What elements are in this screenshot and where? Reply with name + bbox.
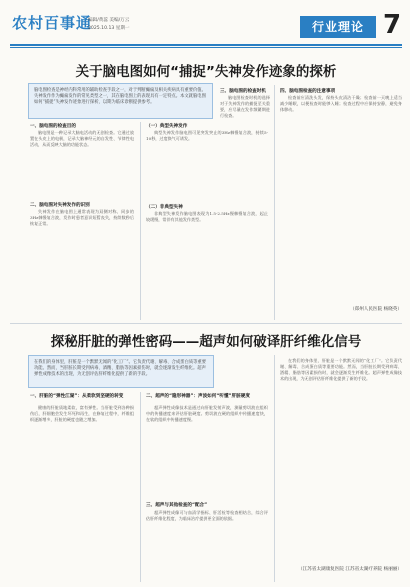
article1-heading-3: （一）典型失神发作 xyxy=(146,124,188,129)
article1-heading-6: 四、脑电图检查的注意事项 xyxy=(280,89,336,94)
column-divider xyxy=(274,85,275,320)
column-divider xyxy=(274,355,275,582)
article-separator xyxy=(10,323,402,324)
article2-heading-3: 三、超声与其他检查的“配合” xyxy=(146,503,208,508)
article1-byline: （郑州人民医院 杨晓英） xyxy=(350,307,402,312)
article2-heading-1: 一、肝脏的“弹性江湖”：从柔软到坚硬的转变 xyxy=(30,394,124,399)
article1-heading-2: 二、脑电图对失神发作的识别 xyxy=(30,203,90,208)
article2-lead: 在我们的身体里，肝脏是一个默默无闻的“化工厂”。它负责代谢、解毒、合成蛋白质等重要功能。然而，当肝脏长期受到病毒、酒精、脂肪等因素损伤时，就会逐渐发生纤维化。超声弹性成像技术的出现，为无创评估肝纤维化提供了新的手段。 xyxy=(28,355,214,388)
article2-byline: （江苏省太湖康复医院 江苏省太湖疗养院 杨丽丽） xyxy=(298,567,402,572)
article2-heading-2: 二、超声的“隐形神器”：声波如何“听懂”肝脏硬度 xyxy=(146,394,250,399)
masthead-rule xyxy=(10,44,402,46)
column-divider xyxy=(140,392,141,582)
article1-paragraph-2: 失神发作在脑电图上通常表现为双侧对称、同步的3Hz棘慢复合波，发作时患者意识短暂丧失，持续数秒后恢复正常。 xyxy=(30,209,134,226)
article1-paragraph-6: 检查前应清洗头发，保持头皮清洁干燥；检查前一天晚上适当减少睡眠，以便检查时能够入睡；检查过程中应保持安静，避免身体移动。 xyxy=(280,95,402,112)
editor-info: 编辑/黄蕊 美编/万云 xyxy=(88,18,130,23)
article1-heading-1: 一、脑电图的检查目的 xyxy=(30,124,76,129)
section-banner: 行业理论 xyxy=(300,16,376,38)
article1-paragraph-3: 典型失神发作脑电图可见突发突止的3Hz棘慢复合波，持续5-10秒，过度换气可诱发。 xyxy=(146,130,268,141)
masthead xyxy=(0,0,410,54)
masthead-rule-thin xyxy=(10,47,402,48)
article2-paragraph-3: 超声弹性成像可与血清学指标、肝活检等检查相结合，综合评估肝纤维化程度，为临床治疗提供更全面的依据。 xyxy=(146,510,268,521)
issue-date: 2025.10.13 星期一 xyxy=(88,26,130,31)
article1-heading-4: （二）非典型失神 xyxy=(146,205,183,210)
article2-paragraph-1: 健康的肝脏质地柔软，富有弹性。当肝脏受到各种损伤后，肝细胞会发生坏死和再生，在修复过程中，纤维组织逐渐增多，肝脏的硬度也随之增加。 xyxy=(30,405,134,422)
article1-paragraph-1: 脑电图是一种记录大脑电活动的无创检查。它通过放置在头皮上的电极，记录大脑神经元的自发性、节律性电活动，从而反映大脑的功能状态。 xyxy=(30,130,134,147)
article1-paragraph-5: 脑电图检查时机的选择对于失神发作的捕捉至关重要，应尽量在发作频繁期进行检查。 xyxy=(220,95,270,118)
article1-headline: 关于脑电图如何“捕捉”失神发作迹象的探析 xyxy=(75,64,337,80)
column-divider xyxy=(140,122,141,320)
article1-lead: 脑电图检查是神经内科常用的辅助检查手段之一，对于判断癫痫及相关疾病具有重要价值。失神发作作为癫痫发作的常见类型之一，其在脑电图上的表现具有一定特点。本文就脑电图如何“捕捉”失神发作迹象进行探析，以期为临床诊断提供参考。 xyxy=(28,83,213,119)
article2-headline: 探秘肝脏的弹性密码——超声如何破译肝纤维化信号 xyxy=(50,334,362,350)
article2-paragraph-2: 超声弹性成像技术是通过向肝脏发射声波，测量剪切波在组织中的传播速度来评估肝脏硬度。剪切波在硬的组织中传播速度快，在软的组织中传播速度慢。 xyxy=(146,405,268,422)
newspaper-logo: 农村百事通 xyxy=(12,14,93,32)
article1-heading-5: 三、脑电图的检查时机 xyxy=(220,89,266,94)
article1-paragraph-4: 非典型失神发作脑电图表现为1.5-2.5Hz慢棘慢复合波，起止较缓慢，常伴有其他发作类型。 xyxy=(146,211,268,222)
page-number: 7 xyxy=(382,10,402,40)
article2-paragraph-4: 在我们的身体里，肝脏是一个默默无闻的“化工厂”。它负责代谢、解毒、合成蛋白质等重要功能。然而，当肝脏长期受到病毒、酒精、脂肪等因素损伤时，就会逐渐发生纤维化。超声弹性成像技术的出现，为无创评估肝纤维化提供了新的手段。 xyxy=(280,358,402,381)
